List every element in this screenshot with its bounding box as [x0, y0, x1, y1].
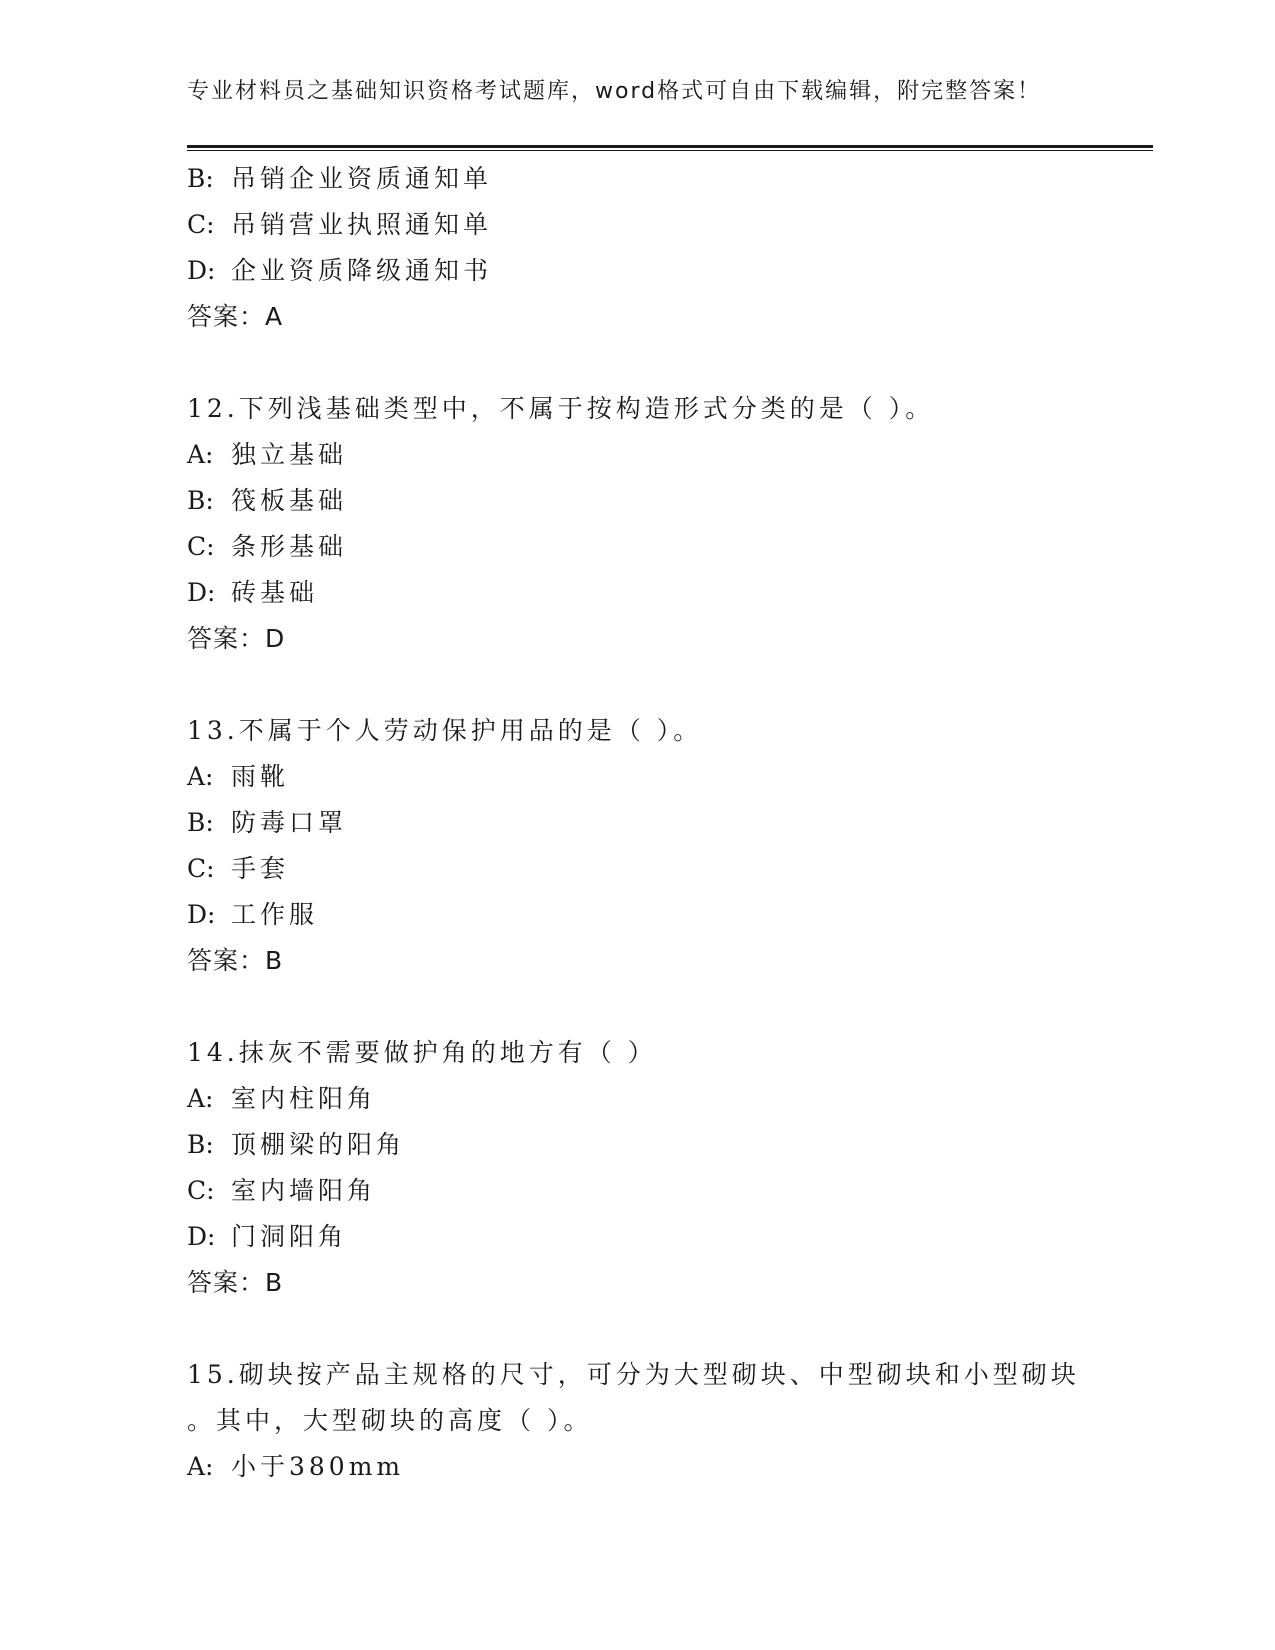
answer-line: 答案：A: [187, 302, 284, 331]
option-prefix: D:: [187, 578, 216, 607]
option-line: [187, 524, 1153, 570]
option-text: 工作服: [231, 900, 319, 929]
option-text: 吊销营业执照通知单: [231, 210, 493, 239]
option-line: [187, 1076, 1153, 1122]
option-text: 筏板基础: [231, 486, 348, 515]
answer-line: 答案：B: [187, 1268, 284, 1297]
option-line: [187, 1122, 1153, 1168]
option-prefix: A:: [187, 440, 214, 469]
option-line: [187, 156, 1153, 202]
answer-line: 答案：B: [187, 946, 284, 975]
option-text: 条形基础: [231, 532, 348, 561]
option-prefix: C:: [187, 210, 215, 239]
option-prefix: D:: [187, 1222, 216, 1251]
question-list: [187, 156, 1153, 1490]
question-text: 15.砌块按产品主规格的尺寸，可分为大型砌块、中型砌块和小型砌块: [187, 1360, 1080, 1389]
option-line: [187, 248, 1153, 294]
option-line: [187, 800, 1153, 846]
option-prefix: A:: [187, 762, 214, 791]
option-prefix: A:: [187, 1452, 214, 1481]
option-text: 雨靴: [231, 762, 290, 791]
option-prefix: C:: [187, 1176, 215, 1205]
option-text: 室内墙阳角: [231, 1176, 377, 1205]
option-text: 企业资质降级通知书: [231, 256, 493, 285]
option-prefix: B:: [187, 164, 214, 193]
header-rule-thick: [187, 145, 1153, 148]
option-text: 顶棚梁的阳角: [231, 1130, 406, 1159]
question-text: 13.不属于个人劳动保护用品的是（ ）。: [187, 716, 703, 745]
option-prefix: D:: [187, 900, 216, 929]
option-line: [187, 1168, 1153, 1214]
spacer: [187, 340, 1153, 386]
option-text: 独立基础: [231, 440, 348, 469]
header-rule-thin: [187, 150, 1153, 151]
option-text: 门洞阳角: [231, 1222, 348, 1251]
option-line: [187, 202, 1153, 248]
option-prefix: B:: [187, 808, 214, 837]
option-text: 吊销企业资质通知单: [231, 164, 493, 193]
question-text: 12.下列浅基础类型中，不属于按构造形式分类的是（ ）。: [187, 394, 935, 423]
option-line: [187, 846, 1153, 892]
option-line: [187, 432, 1153, 478]
option-prefix: C:: [187, 532, 215, 561]
option-prefix: A:: [187, 1084, 214, 1113]
option-text: 砖基础: [231, 578, 319, 607]
option-prefix: C:: [187, 854, 215, 883]
question-text: 14.抹灰不需要做护角的地方有（ ）: [187, 1038, 657, 1067]
option-text: 室内柱阳角: [231, 1084, 377, 1113]
option-text: 小于380mm: [231, 1452, 405, 1481]
option-prefix: B:: [187, 486, 214, 515]
option-line: [187, 1214, 1153, 1260]
option-text: 防毒口罩: [231, 808, 348, 837]
option-prefix: B:: [187, 1130, 214, 1159]
option-line: [187, 478, 1153, 524]
question-text-continued: 。其中，大型砌块的高度（ ）。: [187, 1406, 593, 1435]
option-line: [187, 1444, 1153, 1490]
spacer: [187, 662, 1153, 708]
spacer: [187, 984, 1153, 1030]
spacer: [187, 1306, 1153, 1352]
option-line: [187, 892, 1153, 938]
option-line: [187, 754, 1153, 800]
answer-line: 答案：D: [187, 624, 286, 653]
option-text: 手套: [231, 854, 290, 883]
page-header: 专业材料员之基础知识资格考试题库，word格式可自由下载编辑，附完整答案！: [187, 79, 1042, 104]
option-line: [187, 570, 1153, 616]
option-prefix: D:: [187, 256, 216, 285]
